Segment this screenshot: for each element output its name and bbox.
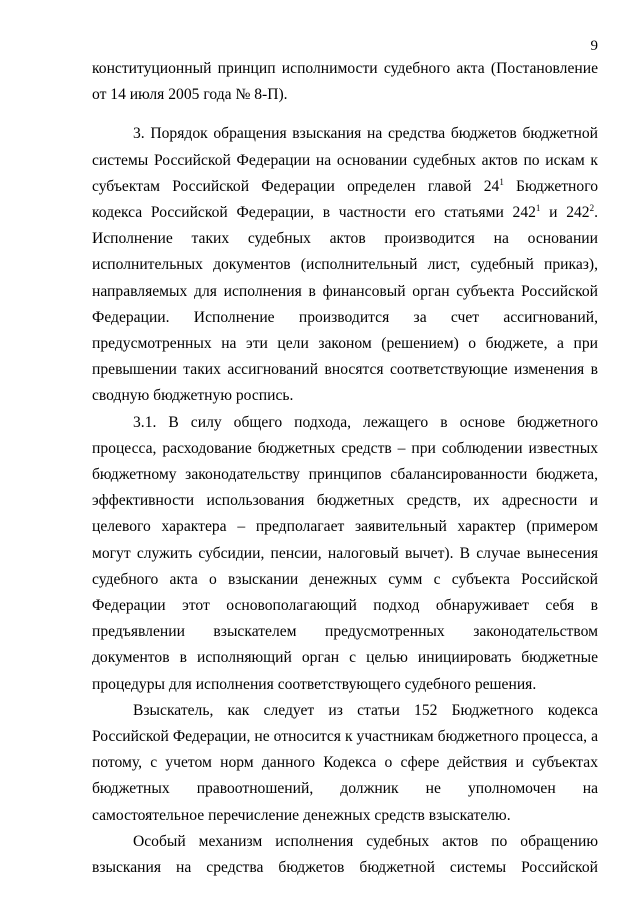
superscript-article-242-1: 1	[535, 203, 541, 214]
paragraph-section-3-1: 3.1. В силу общего подхода, лежащего в основе бюджетного процесса, расходование бюджетных средств – при соблюдении известных бюджетному законодательству принципов сбалансированности бюджета, эффективности использования бюджетных средств, их адресности и целевого характера – предполагает заявительный характер (примером могут служить субсидии, пенсии, налоговый вычет). В случае вынесения судебного акта о взыскании денежных сумм с субъекта Российской Федерации этот основополагающий подход обнаруживает себя в предъявлении взыскателем предусмотренных законодательством документов в исполняющий орган с целью инициировать бюджетные процедуры для исполнения соответствующего судебного решения.	[92, 413, 598, 693]
paragraph-section-3-text-b: Бюджетного кодекса Российской Федерации, в частности его статьями 242	[92, 177, 598, 222]
page-number: 9	[590, 38, 598, 54]
paragraph-special-mechanism: Особый механизм исполнения судебных актов по обращению взыскания на средства бюджетов бюджетной системы Российской	[92, 832, 598, 877]
paragraph-claimant: Взыскатель, как следует из статьи 152 Бюджетного кодекса Российской Федерации, не относится к участникам бюджетного процесса, а потому, с учетом норм данного Кодекса о сфере действия и субъектах бюджетных правоотношений, должник не уполномочен на самостоятельное перечисление денежных средств взыскателю.	[92, 701, 598, 824]
superscript-article-242-2: 2	[589, 203, 595, 214]
paragraph-section-3-text-a: 3. Порядок обращения взыскания на средства бюджетов бюджетной системы Российской Федерации на основании судебных актов по искам к субъектам Российской Федерации определен главой 24	[92, 125, 598, 195]
superscript-chapter-24: 1	[499, 176, 504, 187]
paragraph-section-3-text-d: . Исполнение таких судебных актов производится на основании исполнительных документов (исполнительный лист, судебный приказ), направляемых для исполнения в финансовый орган субъекта Российской Федерации. Исполнение производится за счет ассигнований, предусмотренных на эти цели законом (решением) о бюджете, а при превышении таких ассигнований вносятся соответствующие изменения в сводную бюджетную роспись.	[92, 204, 598, 405]
paragraph-section-3	[92, 121, 598, 409]
paragraph-continuation: конституционный принцип исполнимости судебного акта (Постановление от 14 июля 2005 года № 8-П).	[92, 60, 598, 104]
paragraph-section-3-text-c: и 242	[540, 204, 590, 222]
